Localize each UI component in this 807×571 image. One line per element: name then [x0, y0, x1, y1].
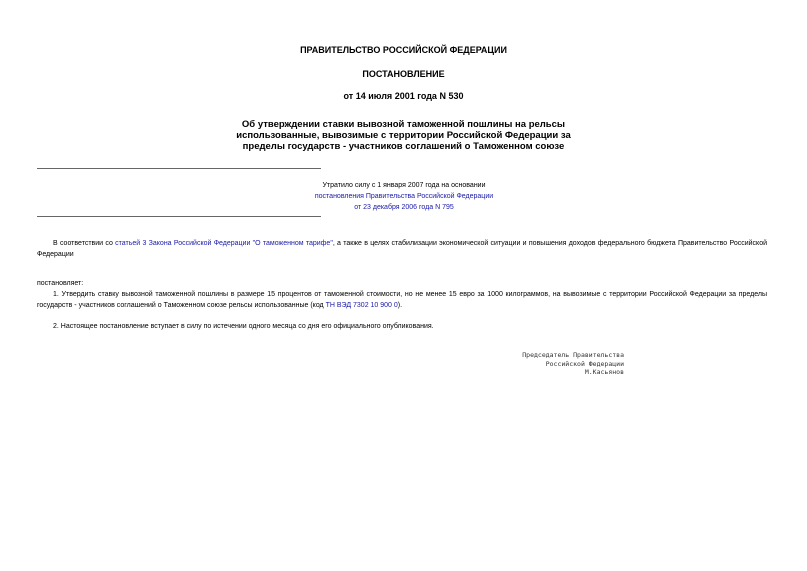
clause-1-text-end: ).	[397, 302, 403, 309]
signature-position: Председатель Правительства	[522, 351, 624, 359]
repeal-notice	[240, 180, 568, 213]
clause-1-paragraph	[37, 289, 767, 311]
document-type-heading: ПОСТАНОВЛЕНИЕ	[362, 69, 445, 79]
divider-bottom	[37, 216, 321, 217]
clause-2-paragraph: 2. Настоящее постановление вступает в силу по истечении одного месяца со дня его официального опубликования.	[53, 323, 434, 330]
preamble-text-start: В соответствии со	[53, 240, 116, 247]
preamble-paragraph	[37, 238, 767, 260]
signature-name: М.Касьянов	[584, 368, 624, 376]
preamble-text-end: , а также в целях стабилизации экономической ситуации и повышения доходов федерального бюджета Правительство Российской Федерации	[37, 240, 767, 258]
signature-block	[480, 351, 624, 377]
title-line: Об утверждении ставки вывозной таможенной пошлины на рельсы	[241, 119, 566, 130]
document-title	[0, 119, 807, 152]
organization-heading: ПРАВИТЕЛЬСТВО РОССИЙСКОЙ ФЕДЕРАЦИИ	[300, 45, 507, 55]
title-line: пределы государств - участников соглашений о Таможенном союзе	[242, 141, 565, 152]
tn-ved-code-link[interactable]: ТН ВЭД 7302 10 900 0	[325, 302, 398, 309]
document-date-number: от 14 июля 2001 года N 530	[343, 91, 464, 101]
clause-1-text-start: 1. Утвердить ставку вывозной таможенной пошлины в размере 15 процентов от таможенной стоимости, но не менее 15 евро за 1000 килограммов, на вывозимые с территории Российской Федерации за пределы государств - участников соглашений о Таможенном союзе рельсы использованные (код	[37, 291, 767, 309]
repeal-notice-text: Утратило силу с 1 января 2007 года на основании	[322, 182, 486, 189]
repeal-decree-link[interactable]: постановления Правительства Российской Федерации	[314, 193, 494, 200]
repeal-decree-date-link[interactable]: от 23 декабря 2006 года N 795	[354, 204, 454, 211]
decree-word: постановляет:	[37, 280, 84, 287]
title-line: использованные, вывозимые с территории Российской Федерации за	[236, 130, 571, 141]
customs-tariff-law-link[interactable]: статьей 3 Закона Российской Федерации "О таможенном тарифе"	[115, 240, 333, 247]
signature-country: Российской Федерации	[545, 359, 624, 368]
divider-top	[37, 168, 321, 169]
